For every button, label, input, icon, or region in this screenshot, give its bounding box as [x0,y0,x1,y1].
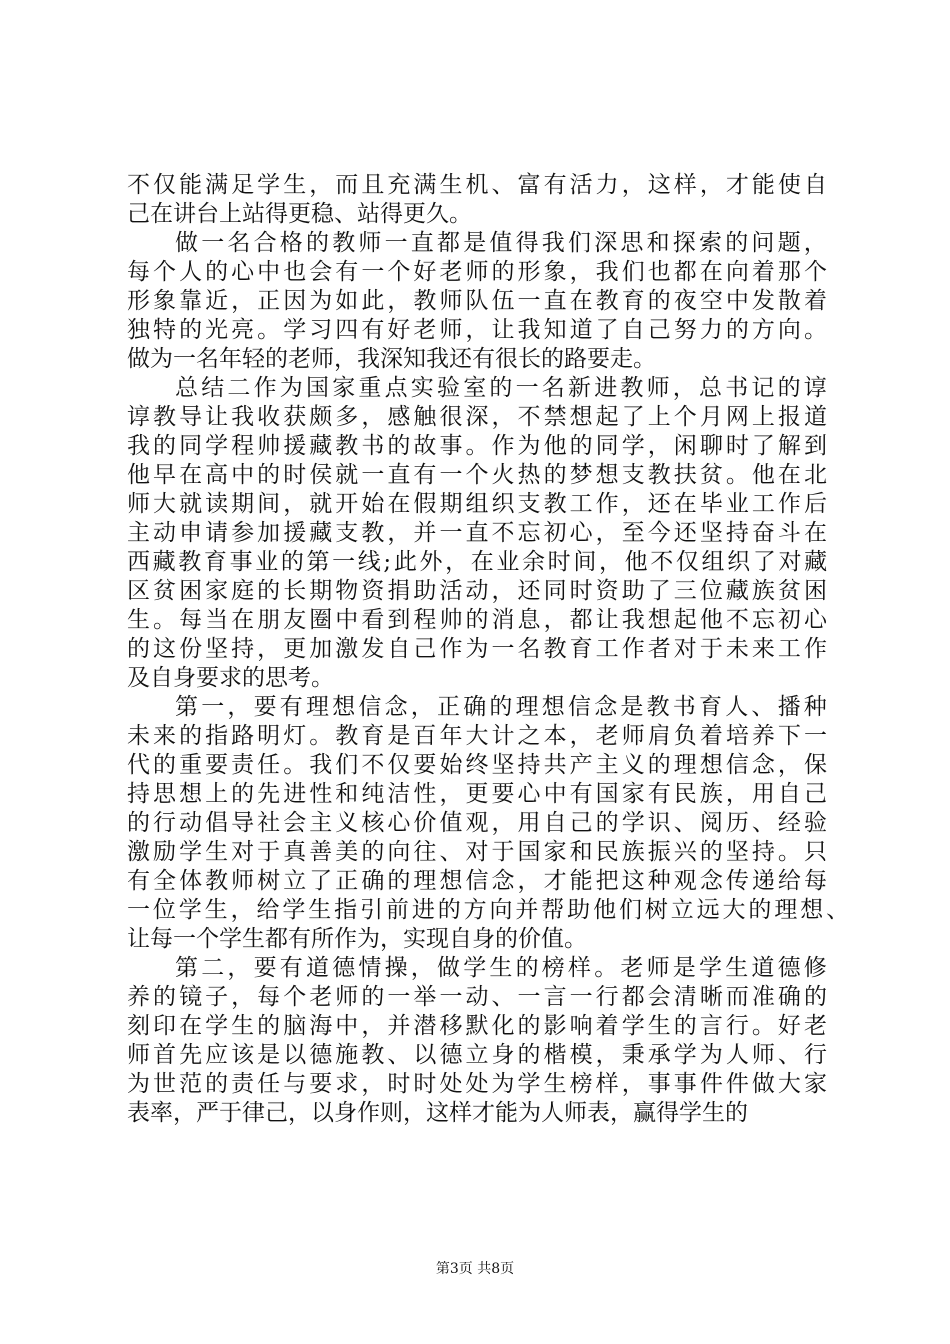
paragraph-line: 区贫困家庭的长期物资捐助活动，还同时资助了三位藏族贫困 [127,578,830,604]
paragraph-line: 未来的指路明灯。教育是百年大计之本，老师肩负着培养下一 [127,723,830,749]
page-footer: 第3页 共8页 [435,1261,515,1277]
paragraph-line: 每个人的心中也会有一个好老师的形象，我们也都在向着那个 [127,259,830,285]
paragraph-line: 生。每当在朋友圈中看到程帅的消息，都让我想起他不忘初心 [127,607,830,633]
paragraph-line: 做为一名年轻的老师，我深知我还有很长的路要走。 [127,346,656,372]
paragraph-line: 做一名合格的教师一直都是值得我们深思和探索的问题， [175,230,830,256]
paragraph-line: 第一，要有理想信念，正确的理想信念是教书育人、播种 [175,694,830,720]
paragraph-line: 己在讲台上站得更稳、站得更久。 [127,201,472,227]
paragraph-line: 师首先应该是以德施教、以德立身的楷模，秉承学为人师、行 [127,1042,830,1068]
paragraph-line: 一位学生，给学生指引前进的方向并帮助他们树立远大的理想、 [127,897,852,923]
paragraph-line: 的这份坚持，更加激发自己作为一名教育工作者对于未来工作 [127,636,830,662]
paragraph-line: 及自身要求的思考。 [127,665,334,691]
paragraph-line: 他早在高中的时侯就一直有一个火热的梦想支教扶贫。他在北 [127,462,830,488]
paragraph-line: 主动申请参加援藏支教，并一直不忘初心，至今还坚持奋斗在 [127,520,830,546]
paragraph-line: 为世范的责任与要求，时时处处为学生榜样，事事件件做大家 [127,1071,830,1097]
paragraph-line: 总结二作为国家重点实验室的一名新进教师，总书记的谆 [175,375,830,401]
paragraph-line: 刻印在学生的脑海中，并潜移默化的影响着学生的言行。好老 [127,1013,830,1039]
paragraph-line: 让每一个学生都有所作为，实现自身的价值。 [127,926,587,952]
paragraph-line: 谆教导让我收获颇多，感触很深，不禁想起了上个月网上报道 [127,404,830,430]
paragraph-line: 独特的光亮。学习四有好老师，让我知道了自己努力的方向。 [127,317,830,343]
paragraph-line: 代的重要责任。我们不仅要始终坚持共产主义的理想信念，保 [127,752,830,778]
paragraph-line: 的行动倡导社会主义核心价值观，用自己的学识、阅历、经验 [127,810,830,836]
paragraph-line: 不仅能满足学生，而且充满生机、富有活力，这样，才能使自 [127,172,830,198]
paragraph-line: 师大就读期间，就开始在假期组织支教工作，还在毕业工作后 [127,491,830,517]
paragraph-line: 西藏教育事业的第一线;此外，在业余时间，他不仅组织了对藏 [127,549,830,575]
paragraph-line: 形象靠近，正因为如此，教师队伍一直在教育的夜空中发散着 [127,288,830,314]
paragraph-line: 持思想上的先进性和纯洁性，更要心中有国家有民族，用自己 [127,781,830,807]
paragraph-line: 第二，要有道德情操，做学生的榜样。老师是学生道德修 [175,955,830,981]
paragraph-line: 激励学生对于真善美的向往、对于国家和民族振兴的坚持。只 [127,839,830,865]
paragraph-line: 有全体教师树立了正确的理想信念，才能把这种观念传递给每 [127,868,830,894]
paragraph-line: 养的镜子，每个老师的一举一动、一言一行都会清晰而准确的 [127,984,830,1010]
paragraph-line: 表率，严于律己，以身作则，这样才能为人师表，赢得学生的 [127,1100,748,1126]
paragraph-line: 我的同学程帅援藏教书的故事。作为他的同学，闲聊时了解到 [127,433,830,459]
